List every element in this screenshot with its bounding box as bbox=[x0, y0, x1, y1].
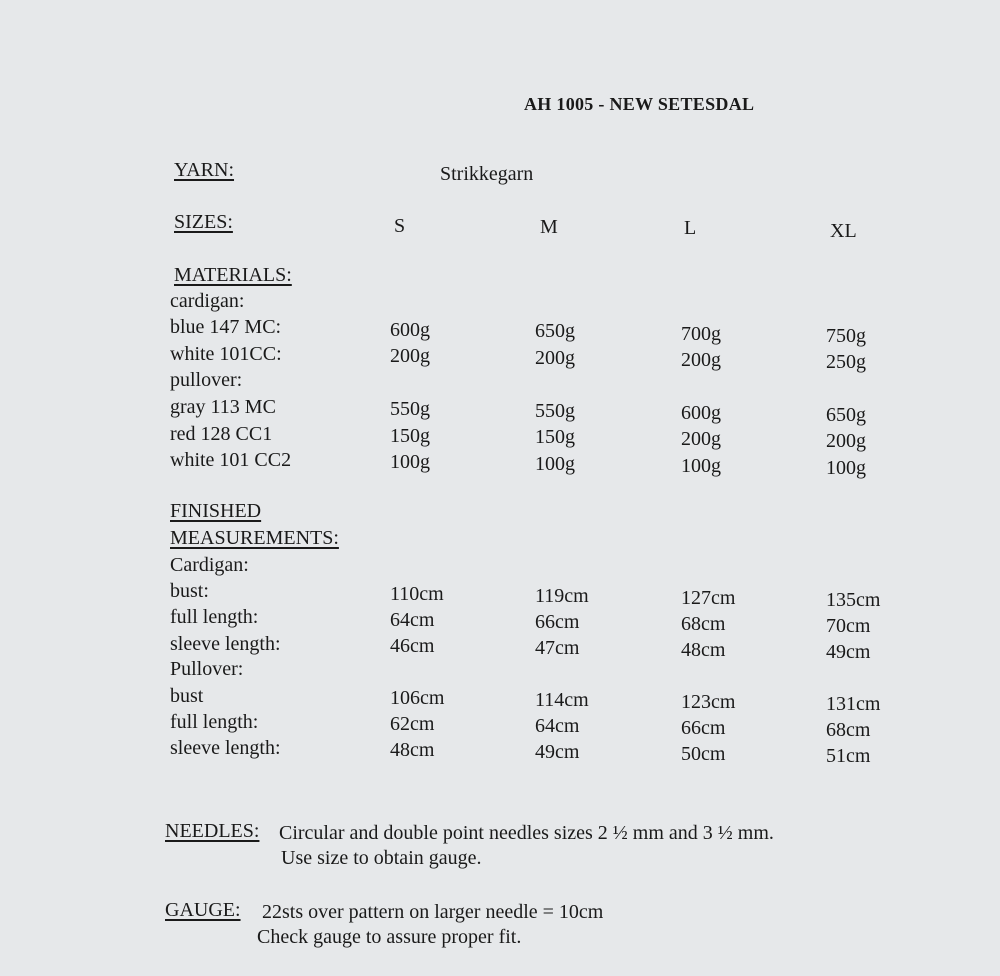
size-s: S bbox=[394, 215, 406, 237]
measurement-name: full length: bbox=[170, 711, 259, 733]
needles-text-line1: Circular and double point needles sizes 2 ½ mm and 3 ½ mm. bbox=[279, 822, 774, 844]
measurement-value: 131cm bbox=[826, 693, 881, 715]
measurement-value: 110cm bbox=[390, 583, 444, 605]
material-name: blue 147 MC: bbox=[170, 316, 282, 338]
measurements-label-line2: MEASUREMENTS: bbox=[170, 527, 339, 549]
measurement-value: 66cm bbox=[535, 611, 580, 633]
material-value: 750g bbox=[826, 325, 866, 347]
size-l: L bbox=[684, 217, 697, 239]
material-value: 650g bbox=[535, 320, 575, 342]
sizes-label: SIZES: bbox=[174, 211, 233, 233]
measurement-value: 47cm bbox=[535, 637, 580, 659]
size-xl: XL bbox=[830, 220, 857, 242]
material-value: 250g bbox=[826, 351, 866, 373]
material-value: 150g bbox=[535, 426, 575, 448]
measurement-value: 106cm bbox=[390, 687, 445, 709]
measurement-value: 119cm bbox=[535, 585, 589, 607]
measurement-value: 68cm bbox=[681, 613, 726, 635]
gauge-text-line1: 22sts over pattern on larger needle = 10cm bbox=[262, 901, 604, 923]
measurement-value: 48cm bbox=[681, 639, 726, 661]
measurement-value: 135cm bbox=[826, 589, 881, 611]
yarn-value: Strikkegarn bbox=[440, 163, 534, 185]
measurement-value: 127cm bbox=[681, 587, 736, 609]
size-m: M bbox=[540, 216, 558, 238]
measurement-value: 64cm bbox=[535, 715, 580, 737]
material-name: gray 113 MC bbox=[170, 396, 276, 418]
measurements-pullover-label: Pullover: bbox=[170, 658, 244, 680]
materials-pullover-label: pullover: bbox=[170, 369, 243, 391]
gauge-text-line2: Check gauge to assure proper fit. bbox=[257, 926, 522, 948]
measurement-name: bust: bbox=[170, 580, 209, 602]
material-value: 600g bbox=[681, 402, 721, 424]
measurement-value: 114cm bbox=[535, 689, 589, 711]
measurement-name: sleeve length: bbox=[170, 633, 281, 655]
materials-label: MATERIALS: bbox=[174, 264, 292, 286]
material-name: white 101CC: bbox=[170, 343, 282, 365]
needles-text-line2: Use size to obtain gauge. bbox=[281, 847, 482, 869]
material-value: 200g bbox=[826, 430, 866, 452]
measurements-label-line1: FINISHED bbox=[170, 500, 262, 522]
material-value: 100g bbox=[535, 453, 575, 475]
measurement-value: 51cm bbox=[826, 745, 871, 767]
material-value: 550g bbox=[535, 400, 575, 422]
measurement-value: 49cm bbox=[826, 641, 871, 663]
material-value: 650g bbox=[826, 404, 866, 426]
needles-label: NEEDLES: bbox=[165, 820, 260, 842]
material-value: 150g bbox=[390, 425, 430, 447]
materials-cardigan-label: cardigan: bbox=[170, 290, 245, 312]
material-value: 100g bbox=[681, 455, 721, 477]
measurement-name: sleeve length: bbox=[170, 737, 281, 759]
material-value: 200g bbox=[390, 345, 430, 367]
page-title: AH 1005 - NEW SETESDAL bbox=[524, 94, 755, 114]
measurement-value: 70cm bbox=[826, 615, 871, 637]
measurement-value: 68cm bbox=[826, 719, 871, 741]
measurement-value: 50cm bbox=[681, 743, 726, 765]
measurement-value: 123cm bbox=[681, 691, 736, 713]
material-value: 600g bbox=[390, 319, 430, 341]
yarn-label: YARN: bbox=[174, 159, 235, 181]
measurement-value: 46cm bbox=[390, 635, 435, 657]
material-value: 550g bbox=[390, 398, 430, 420]
measurement-value: 49cm bbox=[535, 741, 580, 763]
material-value: 100g bbox=[826, 457, 866, 479]
measurement-value: 66cm bbox=[681, 717, 726, 739]
material-value: 100g bbox=[390, 451, 430, 473]
measurement-name: full length: bbox=[170, 606, 259, 628]
material-value: 200g bbox=[535, 347, 575, 369]
material-value: 700g bbox=[681, 323, 721, 345]
material-value: 200g bbox=[681, 349, 721, 371]
measurement-value: 48cm bbox=[390, 739, 435, 761]
measurement-name: bust bbox=[170, 685, 204, 707]
material-name: white 101 CC2 bbox=[170, 449, 292, 471]
measurement-value: 64cm bbox=[390, 609, 435, 631]
measurements-cardigan-label: Cardigan: bbox=[170, 554, 249, 576]
material-name: red 128 CC1 bbox=[170, 423, 273, 445]
material-value: 200g bbox=[681, 428, 721, 450]
measurement-value: 62cm bbox=[390, 713, 435, 735]
gauge-label: GAUGE: bbox=[165, 899, 241, 921]
